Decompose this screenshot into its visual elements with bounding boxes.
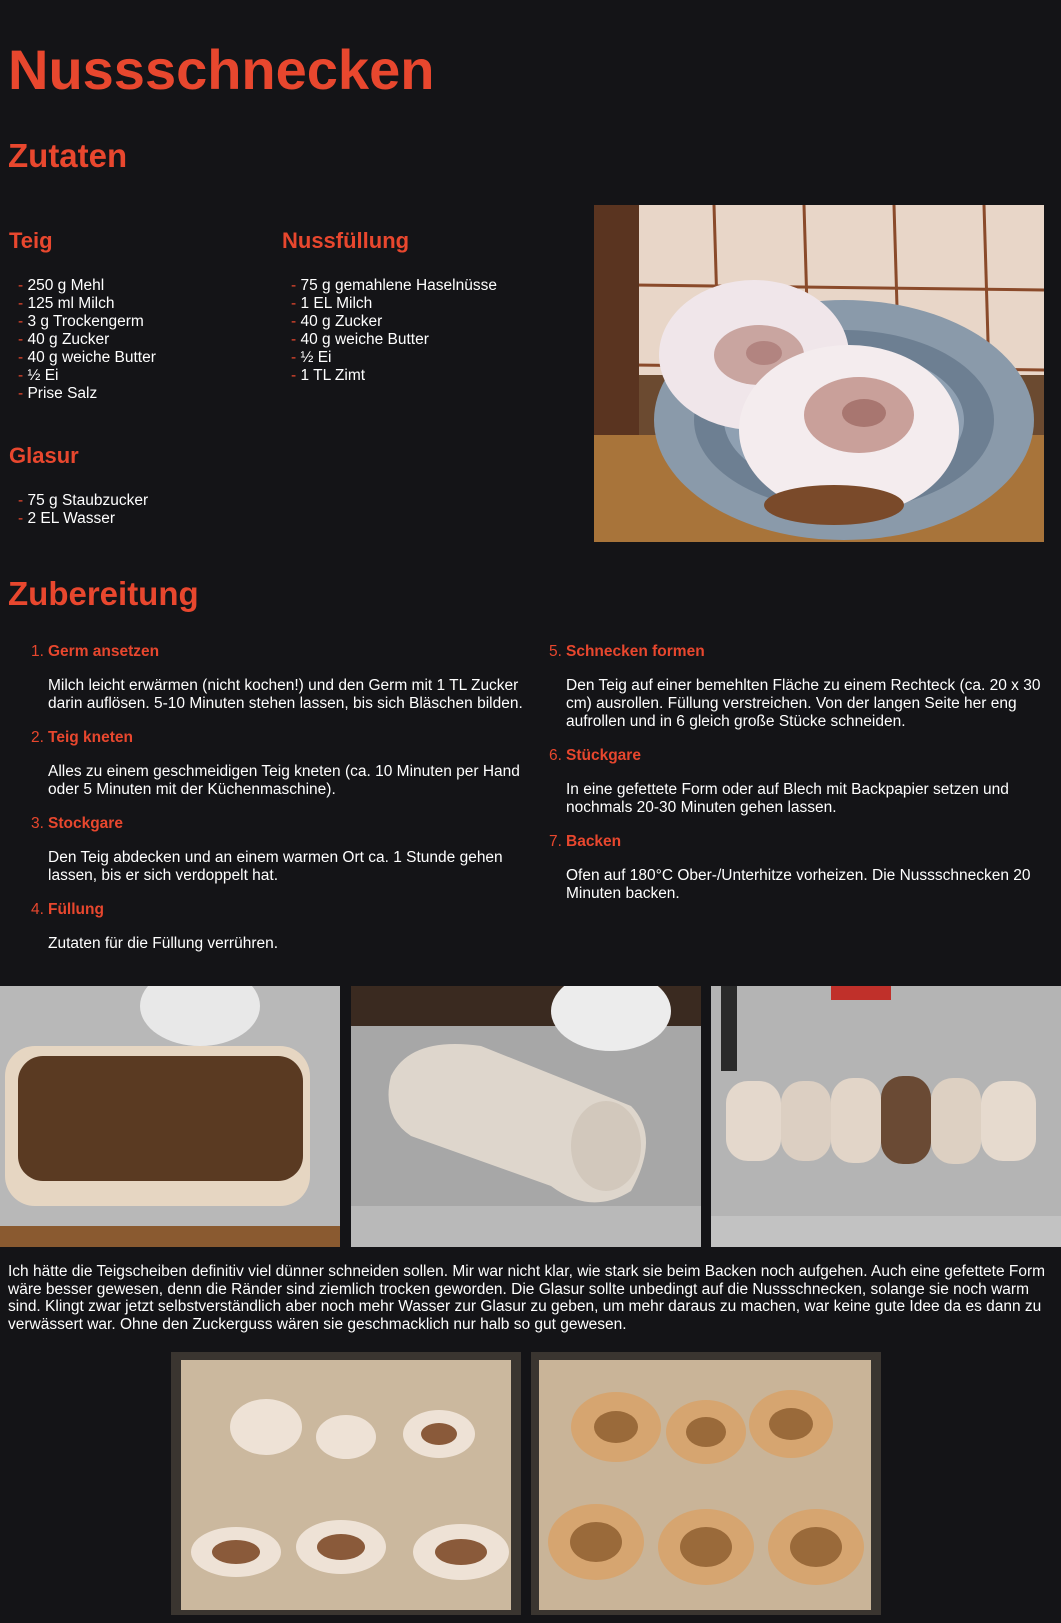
ingredient-item: - 1 EL Milch — [291, 295, 497, 313]
ingredient-item: - 40 g weiche Butter — [18, 349, 156, 367]
ingredient-item: - 125 ml Milch — [18, 295, 156, 313]
ingredient-item: - 250 g Mehl — [18, 277, 156, 295]
ingredients-heading: Zutaten — [8, 137, 128, 174]
teig-ingredients-list — [18, 277, 156, 403]
glasur-ingredients-list — [18, 492, 148, 528]
nussfuellung-ingredients-list — [291, 277, 497, 385]
ingredient-item: - 40 g weiche Butter — [291, 331, 497, 349]
step-item — [31, 729, 528, 815]
step-text: Den Teig abdecken und an einem warmen Ort ca. 1 Stunde gehen lassen, bis er sich verdoppelt hat. — [48, 849, 503, 884]
unbaked-buns-photo — [171, 1352, 521, 1615]
ingredient-item: - ½ Ei — [291, 349, 497, 367]
step-number: 1. — [31, 643, 44, 660]
step-number: 5. — [549, 643, 562, 660]
ingredient-item: - 2 EL Wasser — [18, 510, 148, 528]
step-text: Alles zu einem geschmeidigen Teig kneten (ca. 10 Minuten per Hand oder 5 Minuten mit der Küchenmaschine). — [48, 763, 520, 798]
ingredient-item: - 1 TL Zimt — [291, 367, 497, 385]
step-item — [31, 643, 528, 729]
ingredient-item: - 3 g Trockengerm — [18, 313, 156, 331]
step-text: Milch leicht erwärmen (nicht kochen!) und den Germ mit 1 TL Zucker darin auflösen. 5-10 Minuten stehen lassen, bis sich Bläschen bilden. — [48, 677, 523, 712]
teig-heading: Teig — [9, 228, 53, 253]
baked-buns-photo — [531, 1352, 881, 1615]
ingredient-item: - Prise Salz — [18, 385, 156, 403]
step-item — [549, 643, 1044, 747]
step-title: Stückgare — [566, 747, 641, 764]
glasur-heading: Glasur — [9, 443, 79, 468]
dough-with-filling-photo — [0, 986, 340, 1247]
step-title: Backen — [566, 833, 622, 850]
step-number: 2. — [31, 729, 44, 746]
rolled-dough-photo — [351, 986, 701, 1247]
steps-list-right — [549, 643, 1044, 903]
ingredient-item: - 40 g Zucker — [18, 331, 156, 349]
step-number: 4. — [31, 901, 44, 918]
step-title: Füllung — [48, 901, 104, 918]
sliced-roll-photo — [711, 986, 1061, 1247]
step-number: 7. — [549, 833, 562, 850]
step-item — [549, 747, 1044, 833]
baking-notes: Ich hätte die Teigscheiben definitiv viel dünner schneiden sollen. Mir war nicht klar, wie stark sie beim Backen noch aufgehen. Auch eine gefettete Form wäre besser gewesen, denn die Ränder sind ziemlich trocken geworden. Die Glasur sollte unbedingt auf die Nussschnecken, solange sie noch warm sind. Klingt zwar jetzt selbstverständlich aber noch mehr Wasser zur Glasur zu geben, um mehr daraus zu machen, war keine gute Idee da es dann zu verwässert war. Ohne den Zuckerguss wären sie geschmacklich nur halb so gut gewesen. — [8, 1263, 1046, 1333]
ingredient-item: - 75 g gemahlene Haselnüsse — [291, 277, 497, 295]
step-text: Den Teig auf einer bemehlten Fläche zu einem Rechteck (ca. 20 x 30 cm) ausrollen. Füllung verstreichen. Von der langen Seite her eng aufrollen und in 6 gleich große Stücke schneiden. — [566, 677, 1041, 730]
step-title: Germ ansetzen — [48, 643, 160, 660]
ingredient-item: - 75 g Staubzucker — [18, 492, 148, 510]
step-title: Schnecken formen — [566, 643, 705, 660]
step-item — [31, 815, 528, 901]
step-number: 6. — [549, 747, 562, 764]
step-number: 3. — [31, 815, 44, 832]
glazed-buns-photo — [594, 205, 1044, 542]
nussfuellung-heading: Nussfüllung — [282, 228, 410, 253]
step-title: Teig kneten — [48, 729, 133, 746]
step-text: In eine gefettete Form oder auf Blech mit Backpapier setzen und nochmals 20-30 Minuten gehen lassen. — [566, 781, 1009, 816]
step-item — [31, 901, 528, 953]
step-text: Ofen auf 180°C Ober-/Unterhitze vorheizen. Die Nussschnecken 20 Minuten backen. — [566, 867, 1031, 902]
ingredient-item: - ½ Ei — [18, 367, 156, 385]
step-item — [549, 833, 1044, 903]
page-title: Nussschnecken — [8, 38, 435, 101]
preparation-heading: Zubereitung — [8, 575, 199, 612]
ingredient-item: - 40 g Zucker — [291, 313, 497, 331]
step-title: Stockgare — [48, 815, 123, 832]
step-text: Zutaten für die Füllung verrühren. — [48, 935, 279, 952]
steps-list-left — [31, 643, 528, 953]
